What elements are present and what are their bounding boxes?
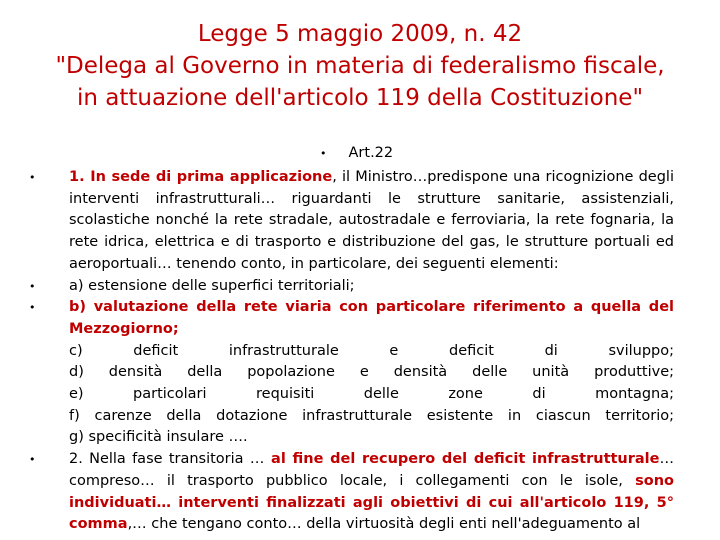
item-g-text: g) specificità insulare ….: [69, 429, 248, 446]
item-a-text: a) estensione delle superfici territoriali;: [69, 277, 355, 294]
bullet-icon: •: [29, 171, 36, 184]
paragraph-2: [29, 449, 674, 536]
article-body: [29, 167, 674, 536]
bullet-icon: •: [29, 453, 36, 467]
paragraph-text: , il Ministro…predispone una ricognizione degli interventi infrastrutturali… riguardanti le strutture sanitarie, assistenziali, scolastiche nonché la rete stradale, autostradale e ferroviaria, la rete fognaria, la rete idrica, elettrica e di trasporto e distribuzione del gas, le strutture portuali ed aeroportuali… tenendo conto, in particolare, dei seguenti elementi:: [69, 169, 674, 272]
paragraph-2-end: ,… che tengano conto… della virtuosità degli enti nell'adeguamento al: [127, 516, 641, 533]
highlight-text: In sede di prima applicazione: [84, 169, 333, 185]
title-line-1: Legge 5 maggio 2009, n. 42: [197, 21, 523, 47]
item-c-text: c) deficit infrastrutturale e deficit di sviluppo;: [69, 342, 674, 359]
list-item-b-g: [29, 297, 674, 449]
article-number: Art.22: [348, 145, 394, 161]
article-heading: [320, 143, 393, 164]
item-b-text: b) valutazione della rete viaria con particolare riferimento a quella del Mezzogiorno;: [69, 299, 674, 337]
paragraph-number: 1.: [69, 169, 85, 185]
list-item-a: [29, 276, 674, 298]
paragraph-2-middle: …compreso… il trasporto pubblico locale, i collegamenti con le isole,: [69, 451, 674, 489]
bullet-icon: •: [29, 279, 36, 293]
title-line-3: in attuazione dell'articolo 119 della Costituzione": [76, 85, 644, 111]
bullet-icon: •: [29, 301, 36, 315]
highlight-text: sono individuati… interventi finalizzati agli obiettivi di cui all'articolo 119, 5° comma: [69, 472, 674, 533]
title-line-2: "Delega al Governo in materia di federalismo fiscale,: [55, 53, 665, 79]
paragraph-2-start: 2. Nella fase transitoria …: [69, 451, 265, 468]
item-d-text: d) densità della popolazione e densità delle unità produttive;: [69, 364, 674, 381]
item-e-text: e) particolari requisiti delle zone di montagna;: [69, 386, 674, 403]
paragraph-1: [29, 167, 674, 276]
highlight-text: al fine del recupero del deficit infrastrutturale: [264, 451, 660, 468]
item-f-text: f) carenze della dotazione infrastrutturale esistente in ciascun territorio;: [69, 407, 674, 424]
document-title: [20, 18, 700, 114]
bullet-icon: •: [320, 147, 327, 160]
